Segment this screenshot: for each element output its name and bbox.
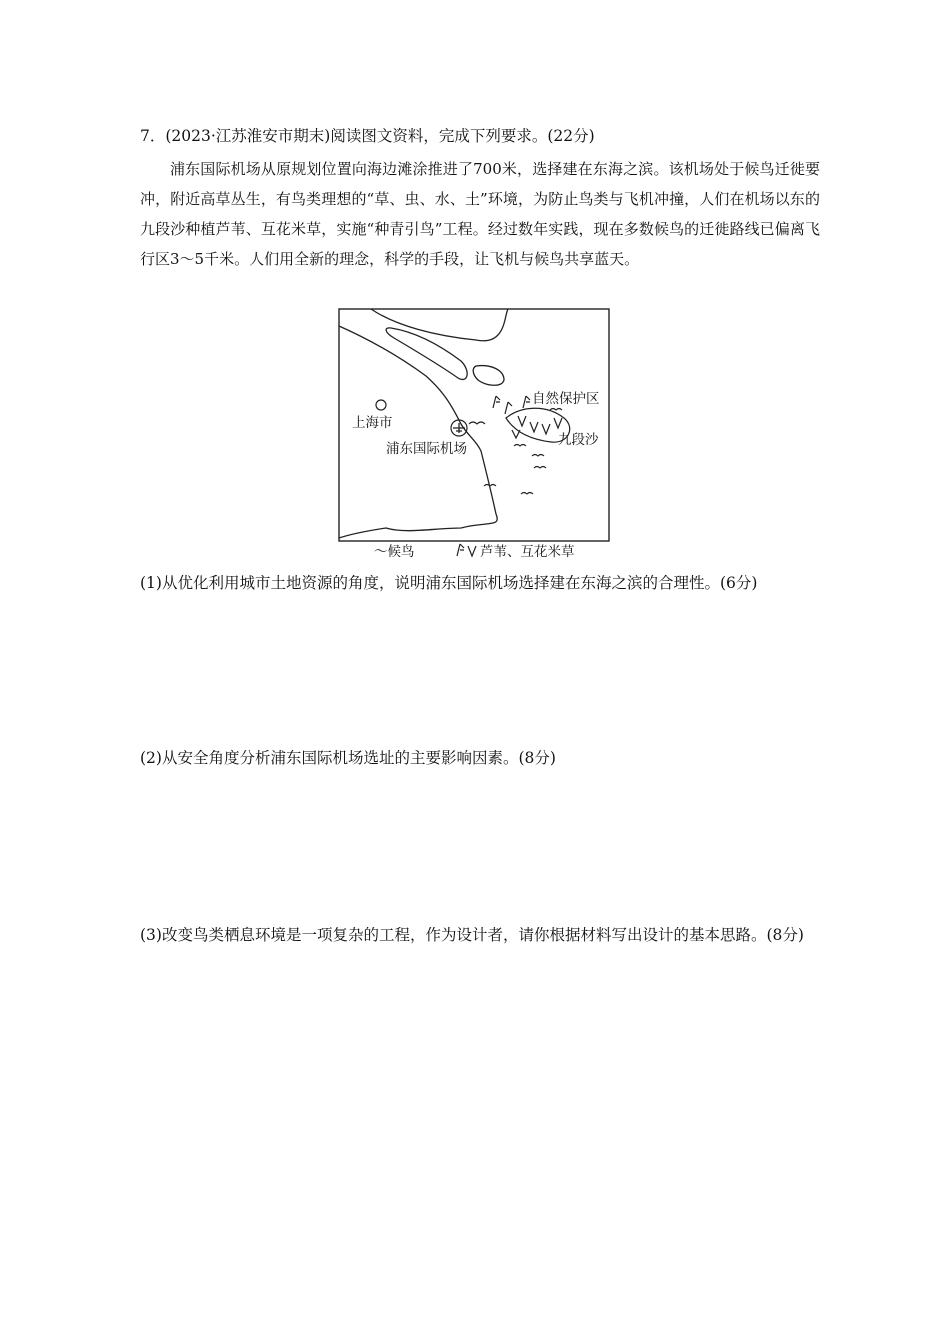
legend-plants: 芦苇、互花米草: [480, 544, 575, 560]
passage-text: 浦东国际机场从原规划位置向海边滩涂推进了700米，选择建在东海之滨。该机场处于候鸟迁徙要冲，附近高草丛生，有鸟类理想的“草、虫、水、土”环境，为防止鸟类与飞机冲撞，人们在机场以东的九段沙种植芦苇、互花米草，实施“种青引鸟”工程。经过数年实践，现在多数候鸟的迁徙路线已偏离飞行区3～5千米。人们用全新的理念，科学的手段，让飞机与候鸟共享蓝天。: [140, 160, 820, 268]
subquestion-1: (1)从优化利用城市土地资源的角度，说明浦东国际机场选择建在东海之滨的合理性。(6分): [140, 574, 758, 592]
label-city: 上海市: [352, 415, 393, 431]
island-small: [473, 366, 504, 386]
legend-reed-icon: [457, 544, 476, 556]
airport-plane-icon: [451, 420, 467, 436]
question-header: 7．(2023·江苏淮安市期末)阅读图文资料，完成下列要求。(22分): [140, 127, 595, 145]
legend-bird: ～候鸟: [374, 544, 415, 560]
subquestion-2: (2)从安全角度分析浦东国际机场选址的主要影响因素。(8分): [140, 749, 556, 767]
map-figure: [336, 306, 614, 564]
coastline: [339, 326, 497, 538]
subquestion-3: (3)改变鸟类栖息环境是一项复杂的工程，作为设计者，请你根据材料写出设计的基本思路。(8分): [140, 926, 804, 944]
bird-icon: [469, 409, 562, 495]
label-island: 九段沙: [558, 432, 599, 448]
passage: [140, 154, 820, 274]
label-airport: 浦东国际机场: [386, 441, 467, 457]
map-svg: [336, 306, 614, 564]
label-reserve: 自然保护区: [532, 391, 600, 407]
island-large: [386, 328, 467, 380]
city-dot-icon: [376, 400, 386, 410]
